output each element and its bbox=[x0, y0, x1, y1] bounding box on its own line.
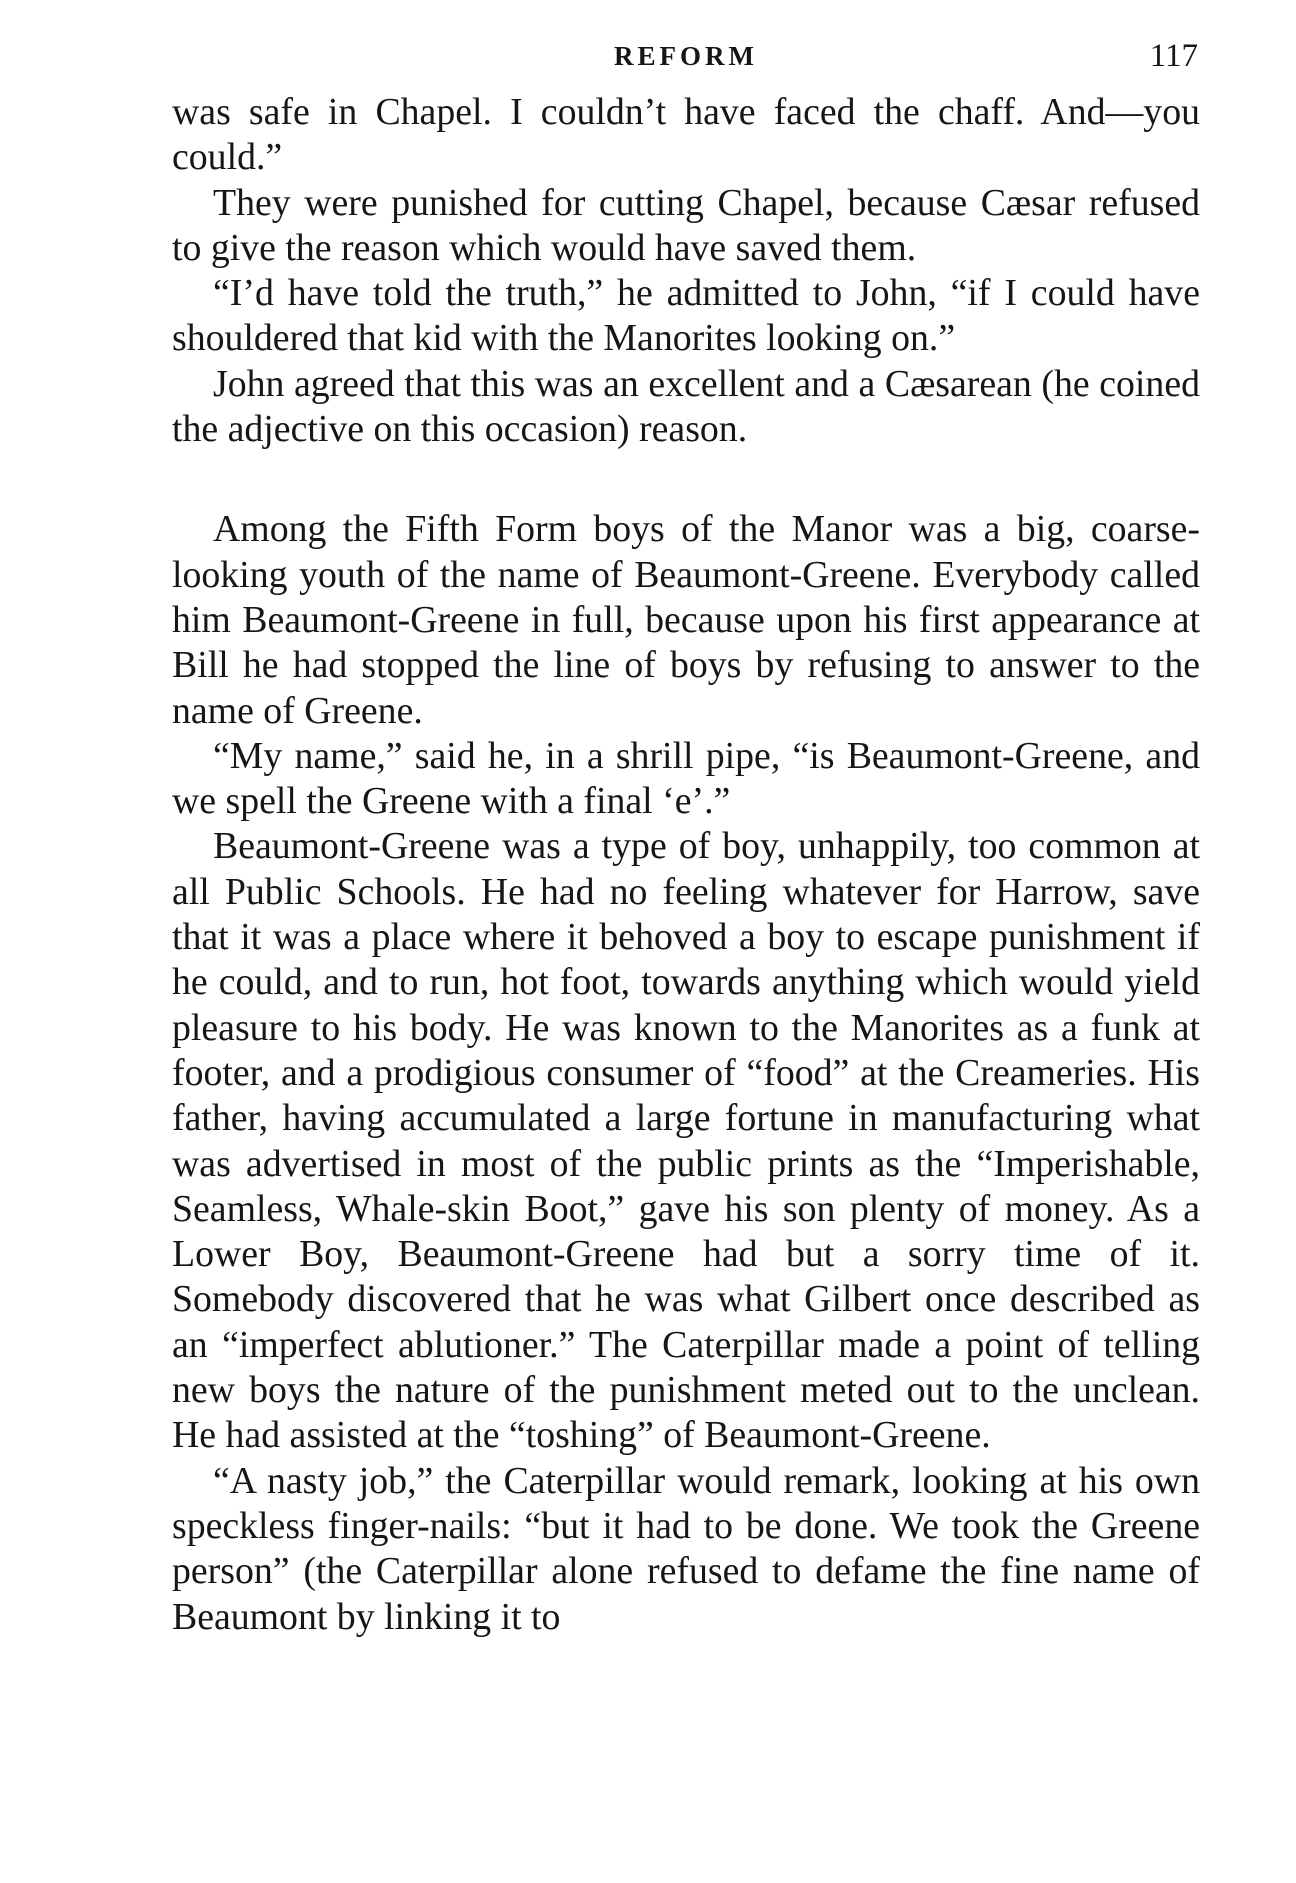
book-page bbox=[172, 38, 1200, 1640]
running-head bbox=[172, 38, 1200, 90]
body-text bbox=[172, 90, 1200, 1640]
paragraph: “My name,” said he, in a shrill pipe, “is Beaumont-Greene, and we spell the Greene with a final ‘e’.” bbox=[172, 734, 1200, 823]
paragraph: Beaumont-Greene was a type of boy, unhappily, too common at all Public Schools. He had no feeling whatever for Harrow, save that it was a place where it behoved a boy to escape punishment if he could, and to run, hot foot, towards anything which would yield pleasure to his body. He was known to the Manorites as a funk at footer, and a prodigious consumer of “food” at the Creameries. His father, having accumulated a large fortune in manufacturing what was advertised in most of the public prints as the “Imperishable, Seamless, Whale-skin Boot,” gave his son plenty of money. As a Lower Boy, Beaumont-Greene had but a sorry time of it. Somebody discovered that he was what Gilbert once described as an “imperfect ablutioner.” The Caterpillar made a point of telling new boys the nature of the punishment meted out to the unclean. He had assisted at the “toshing” of Beaumont-Greene. bbox=[172, 825, 1200, 1457]
section-break bbox=[172, 452, 1200, 507]
running-title: REFORM bbox=[614, 41, 758, 71]
paragraph: “I’d have told the truth,” he admitted to John, “if I could have shouldered that kid with the Manorites looking on.” bbox=[172, 272, 1200, 360]
paragraph: John agreed that this was an excellent and a Cæsarean (he coined the adjective on this occasion) reason. bbox=[172, 362, 1200, 451]
paragraph: “A nasty job,” the Caterpillar would remark, looking at his own speckless finger-nails: “but it had to be done. We took the Greene person” (the Caterpillar alone refused to defame the fine name of Beaumont by linking it to bbox=[172, 1459, 1200, 1638]
page-number: 117 bbox=[1149, 38, 1198, 74]
paragraph: They were punished for cutting Chapel, because Cæsar refused to give the reason which would have saved them. bbox=[172, 181, 1200, 269]
paragraph: was safe in Chapel. I couldn’t have faced the chaff. And—you could.” bbox=[172, 91, 1200, 179]
paragraph: Among the Fifth Form boys of the Manor was a big, coarse-looking youth of the name of Beaumont-Greene. Everybody called him Beaumont-Greene in full, because upon his first appearance at Bill he had stopped the line of boys by refusing to answer to the name of Greene. bbox=[172, 508, 1200, 732]
